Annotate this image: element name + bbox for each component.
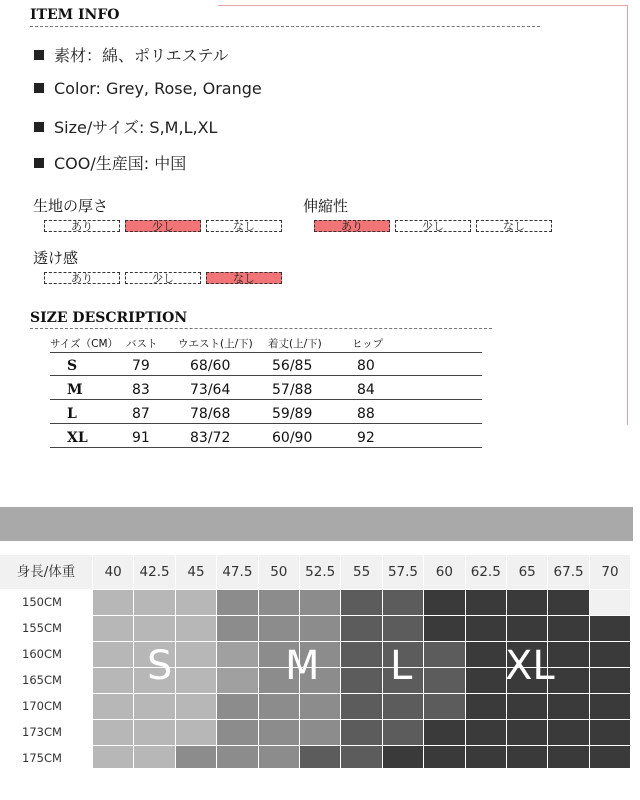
bullet-text: COO/生産国: 中国: [54, 154, 187, 173]
bust-cell: 87: [132, 406, 150, 422]
size-chart-cell: [93, 694, 133, 719]
size-chart-cell: [176, 642, 216, 667]
size-chart-cell: [424, 616, 464, 641]
height-label: 173CM: [0, 720, 92, 745]
frame-top-line: [218, 5, 628, 6]
bottom-strip: [0, 768, 640, 800]
size-chart-cell: [341, 694, 381, 719]
bullet-text: Size/サイズ: S,M,L,XL: [54, 118, 218, 137]
rating-label-stretch: 伸縮性: [303, 197, 349, 215]
size-chart-cell: [341, 668, 381, 693]
row-rule: [50, 352, 482, 353]
rating-label-thickness: 生地の厚さ: [33, 197, 109, 215]
weight-header: 40: [93, 555, 133, 589]
bullet-size: [34, 115, 217, 138]
rating-option-stretch-2: なし: [476, 220, 552, 232]
length-cell: 57/88: [272, 382, 313, 398]
size-chart-cell: [548, 720, 588, 745]
size-chart-cell: [300, 616, 340, 641]
row-rule: [50, 423, 482, 424]
size-chart-cell: [93, 616, 133, 641]
size-chart-cell: [466, 590, 506, 615]
size-chart-cell: [383, 694, 423, 719]
bullet-color: [34, 79, 262, 98]
weight-header: 67.5: [548, 555, 588, 589]
header-hip: ヒップ: [352, 338, 384, 350]
size-chart-cell: [548, 616, 588, 641]
waist-cell: 73/64: [190, 382, 231, 398]
size-chart-cell: [424, 694, 464, 719]
weight-header: 42.5: [134, 555, 174, 589]
waist-cell: 83/72: [190, 430, 231, 446]
size-chart-cell: [424, 668, 464, 693]
size-cell: XL: [67, 430, 88, 446]
bullet-material: [34, 43, 229, 66]
size-chart-cell: [176, 668, 216, 693]
weight-header: 47.5: [217, 555, 257, 589]
size-chart-cell: [217, 694, 257, 719]
size-chart-cell: [590, 694, 630, 719]
waist-cell: 78/68: [190, 406, 231, 422]
bust-cell: 91: [132, 430, 150, 446]
size-chart-cell: [217, 720, 257, 745]
size-chart-cell: [93, 642, 133, 667]
table-row: [50, 402, 482, 426]
size-chart-cell: [300, 720, 340, 745]
item-info-divider: [30, 26, 540, 27]
bullet-text: Color: Grey, Rose, Orange: [54, 79, 262, 98]
size-chart-cell: [383, 616, 423, 641]
size-letter-s: S: [147, 643, 173, 689]
bullet-square-icon: [34, 158, 44, 168]
bust-cell: 83: [132, 382, 150, 398]
size-chart-cell: [93, 668, 133, 693]
weight-header: 57.5: [383, 555, 423, 589]
rating-option-thickness-2: なし: [206, 220, 282, 232]
size-description-divider: [30, 328, 492, 329]
size-chart-cell: [341, 590, 381, 615]
table-row: [50, 354, 482, 378]
height-label: 170CM: [0, 694, 92, 719]
size-chart-cell: [383, 720, 423, 745]
header-waist: ウエスト(上/下): [178, 338, 253, 350]
chart-corner-label: 身長/体重: [0, 555, 92, 589]
rating-option-sheerness-0: あり: [44, 272, 120, 284]
height-label: 150CM: [0, 590, 92, 615]
size-chart-cell: [341, 616, 381, 641]
size-chart-cell: [424, 590, 464, 615]
length-cell: 59/89: [272, 406, 313, 422]
rating-label-sheerness: 透け感: [33, 249, 79, 267]
size-cell: M: [67, 382, 83, 398]
size-chart-cell: [466, 642, 506, 667]
length-cell: 56/85: [272, 358, 313, 374]
size-chart-cell: [217, 590, 257, 615]
size-chart-cell: [176, 694, 216, 719]
size-cell: L: [67, 406, 77, 422]
size-chart-cell: [176, 590, 216, 615]
size-chart-cell: [134, 694, 174, 719]
size-chart-cell: [590, 668, 630, 693]
size-cell: S: [67, 358, 78, 374]
size-chart-cell: [507, 694, 547, 719]
row-rule: [50, 399, 482, 400]
size-chart-cell: [93, 720, 133, 745]
size-chart-cell: [590, 616, 630, 641]
weight-header: 55: [341, 555, 381, 589]
bullet-square-icon: [34, 83, 44, 93]
header-bust: バスト: [126, 338, 158, 350]
size-chart-cell: [259, 694, 299, 719]
size-chart-cell: [424, 720, 464, 745]
size-chart-cell: [507, 720, 547, 745]
size-chart-cell: [300, 694, 340, 719]
rating-option-sheerness-1: 少し: [125, 272, 201, 284]
rating-option-stretch-0: あり: [314, 220, 390, 232]
length-cell: 60/90: [272, 430, 313, 446]
rating-option-thickness-1: 少し: [125, 220, 201, 232]
height-label: 175CM: [0, 746, 92, 771]
bullet-square-icon: [34, 122, 44, 132]
header-length: 着丈(上/下): [268, 338, 322, 350]
size-chart-cell: [259, 616, 299, 641]
weight-header: 52.5: [300, 555, 340, 589]
rating-option-stretch-1: 少し: [395, 220, 471, 232]
size-chart-cell: [507, 616, 547, 641]
size-chart-cell: [341, 642, 381, 667]
hip-cell: 80: [357, 358, 375, 374]
item-info-title: ITEM INFO: [30, 7, 120, 23]
rating-option-sheerness-2: なし: [206, 272, 282, 284]
size-chart-cell: [176, 616, 216, 641]
size-chart-cell: [134, 590, 174, 615]
weight-header: 65: [507, 555, 547, 589]
size-chart-cell: [259, 590, 299, 615]
weight-header: 62.5: [466, 555, 506, 589]
size-chart-cell: [466, 720, 506, 745]
bust-cell: 79: [132, 358, 150, 374]
size-chart-cell: [300, 590, 340, 615]
bullet-coo: [34, 151, 186, 174]
height-label: 165CM: [0, 668, 92, 693]
size-chart-cell: [93, 590, 133, 615]
size-chart-cell: [424, 642, 464, 667]
row-rule: [50, 447, 482, 448]
frame-right-line: [627, 5, 628, 425]
table-row: [50, 378, 482, 402]
size-chart-cell: [217, 616, 257, 641]
height-label: 160CM: [0, 642, 92, 667]
size-chart-cell: [134, 720, 174, 745]
size-chart-cell: [466, 668, 506, 693]
size-chart-cell: [548, 590, 588, 615]
size-chart-cell: [507, 590, 547, 615]
header-size: サイズ（CM）: [50, 338, 119, 350]
size-letter-xl: XL: [505, 643, 555, 689]
size-chart-cell: [217, 668, 257, 693]
weight-header: 60: [424, 555, 464, 589]
size-chart-cell: [176, 720, 216, 745]
hip-cell: 84: [357, 382, 375, 398]
size-letter-m: M: [285, 643, 320, 689]
size-chart-cell: [466, 694, 506, 719]
size-chart-cell: [217, 642, 257, 667]
waist-cell: 68/60: [190, 358, 231, 374]
row-rule: [50, 375, 482, 376]
size-chart-cell: [134, 616, 174, 641]
size-chart-cell: [590, 720, 630, 745]
rating-option-thickness-0: あり: [44, 220, 120, 232]
weight-header: 45: [176, 555, 216, 589]
size-chart-cell: [590, 590, 630, 615]
hip-cell: 92: [357, 430, 375, 446]
weight-header: 50: [259, 555, 299, 589]
size-chart-cell: [590, 642, 630, 667]
table-row: [50, 426, 482, 450]
bullet-square-icon: [34, 50, 44, 60]
hip-cell: 88: [357, 406, 375, 422]
weight-header: 70: [590, 555, 630, 589]
size-chart-cell: [466, 616, 506, 641]
size-letter-l: L: [390, 643, 413, 689]
section-band: [0, 507, 633, 541]
size-description-title: SIZE DESCRIPTION: [30, 310, 188, 326]
size-chart-cell: [548, 694, 588, 719]
size-chart-cell: [383, 590, 423, 615]
bullet-text: 素材：綿、ポリエステル: [54, 46, 229, 65]
height-label: 155CM: [0, 616, 92, 641]
size-chart-cell: [259, 720, 299, 745]
size-chart-cell: [341, 720, 381, 745]
